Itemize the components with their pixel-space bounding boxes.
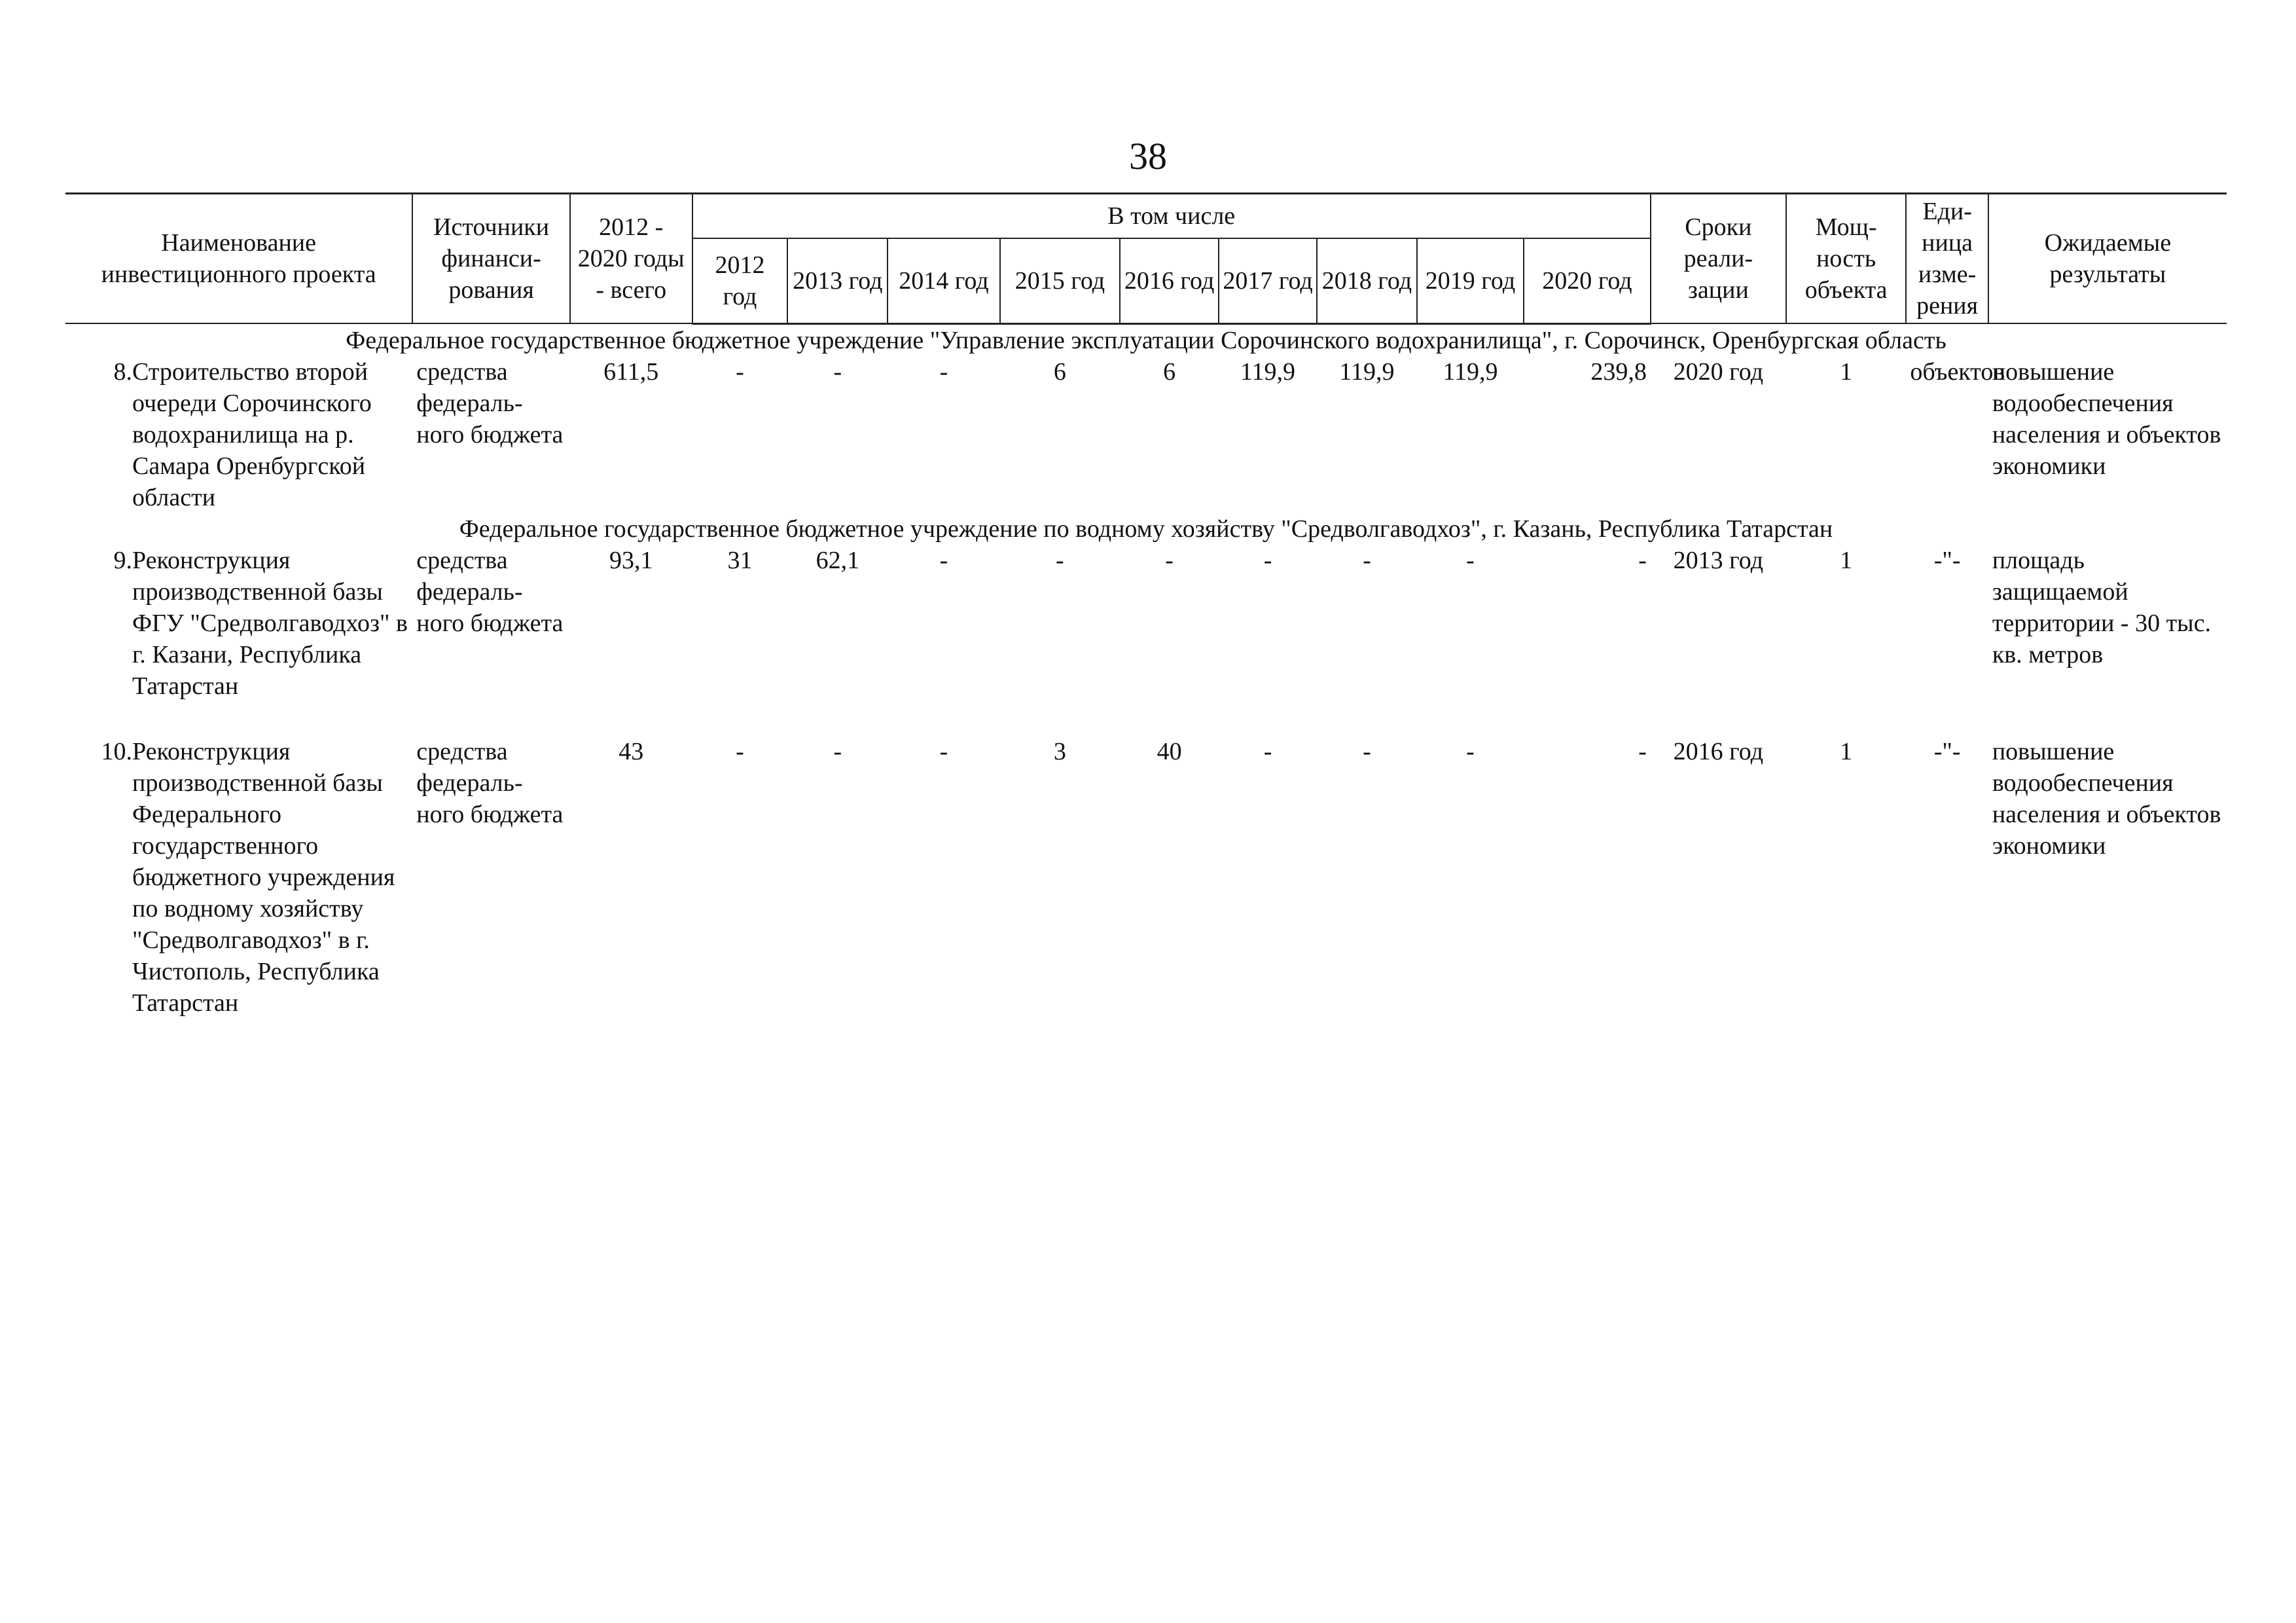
- header-year: 2018 год: [1317, 238, 1417, 323]
- expected-result: повышение водообеспечения населения и объектов экономики: [1992, 357, 2221, 480]
- header-year: 2013 год: [787, 238, 888, 323]
- header-row-top: [65, 194, 2227, 239]
- project-name: Реконструкция производственной базы Федерального государственного бюджетного учреждения по водному хозяйству "Средволгаводхоз" в г. Чистополь, Республика Татарстан: [132, 737, 395, 1017]
- year-value: 119,9: [1443, 357, 1498, 386]
- year-value: -: [1263, 737, 1272, 765]
- section-title: Федеральное государственное бюджетное учреждение "Управление эксплуатации Сорочинского водохранилища", г. Сорочинск, Оренбургская область: [346, 326, 1946, 354]
- year-value: -: [833, 737, 842, 765]
- table-row: [65, 356, 2227, 513]
- investment-projects-table: [65, 192, 2227, 1019]
- implementation-term: 2016 год: [1673, 737, 1764, 765]
- year-value: -: [1363, 737, 1371, 765]
- year-value: -: [939, 546, 948, 574]
- year-value: -: [833, 357, 842, 386]
- expected-result: повышение водообеспечения населения и объектов экономики: [1992, 737, 2221, 860]
- year-value: -: [1466, 737, 1475, 765]
- project-name-cell: [65, 736, 412, 1019]
- total-value: 611,5: [603, 357, 659, 386]
- year-value: 3: [1053, 737, 1066, 765]
- year-value: -: [1638, 737, 1647, 765]
- header-year: 2017 год: [1219, 238, 1317, 323]
- year-value: 119,9: [1240, 357, 1296, 386]
- header-sources: Источники финанси-рования: [412, 194, 570, 324]
- table-row: [65, 545, 2227, 702]
- table-row: [65, 736, 2227, 1019]
- year-value: 62,1: [816, 546, 860, 574]
- row-spacer: [65, 702, 2227, 736]
- year-value: -: [736, 357, 744, 386]
- funding-source: средства федераль-ного бюджета: [416, 357, 564, 448]
- header-including: В том числе: [692, 194, 1651, 239]
- header-total: 2012 - 2020 годы - всего: [570, 194, 692, 324]
- year-value: 31: [727, 546, 753, 574]
- section-heading-row: [65, 323, 2227, 356]
- implementation-term: 2013 год: [1673, 546, 1764, 574]
- header-year: 2015 год: [1000, 238, 1121, 323]
- year-value: 6: [1163, 357, 1176, 386]
- year-value: -: [1638, 546, 1647, 574]
- funding-source: средства федераль-ного бюджета: [416, 546, 564, 637]
- capacity-value: 1: [1840, 357, 1853, 386]
- expected-result: площадь защищаемой территории - 30 тыс. кв. метров: [1992, 546, 2212, 668]
- section-title: Федеральное государственное бюджетное учреждение по водному хозяйству "Средволгаводхоз", г. Казань, Республика Татарстан: [459, 515, 1833, 543]
- header-unit: Еди-ница изме-рения: [1906, 194, 1988, 324]
- header-name: Наименование инвестиционного проекта: [65, 194, 412, 324]
- year-value: -: [1165, 546, 1174, 574]
- total-value: 43: [619, 737, 644, 765]
- year-value: -: [939, 357, 948, 386]
- capacity-value: 1: [1840, 737, 1853, 765]
- year-value: -: [1056, 546, 1064, 574]
- header-terms: Сроки реали-зации: [1651, 194, 1786, 324]
- capacity-value: 1: [1840, 546, 1853, 574]
- section-heading-row: [65, 513, 2227, 545]
- total-value: 93,1: [609, 546, 653, 574]
- year-value: -: [1263, 546, 1272, 574]
- unit-value: -"-: [1933, 546, 1961, 574]
- row-index: 8.: [113, 357, 132, 386]
- project-name-cell: [65, 545, 412, 702]
- unit-value: объектов: [1910, 357, 2005, 386]
- header-results: Ожидаемые результаты: [1988, 194, 2227, 324]
- header-year: 2019 год: [1417, 238, 1524, 323]
- year-value: -: [736, 737, 744, 765]
- year-value: -: [939, 737, 948, 765]
- investment-projects-table-container: [65, 192, 2227, 1019]
- year-value: 119,9: [1339, 357, 1395, 386]
- year-value: -: [1466, 546, 1475, 574]
- header-year: 2014 год: [888, 238, 999, 323]
- page-number: 38: [1129, 135, 1167, 177]
- year-value: 239,8: [1590, 357, 1647, 386]
- year-value: 40: [1157, 737, 1182, 765]
- row-index: 9.: [113, 546, 132, 574]
- funding-source: средства федераль-ного бюджета: [416, 737, 564, 828]
- project-name-cell: [65, 356, 412, 513]
- header-year: 2020 год: [1524, 238, 1651, 323]
- project-name: Строительство второй очереди Сорочинского водохранилища на р. Самара Оренбургской области: [132, 357, 372, 511]
- unit-value: -"-: [1933, 737, 1961, 765]
- header-capacity: Мощ-ность объекта: [1786, 194, 1907, 324]
- year-value: -: [1363, 546, 1371, 574]
- implementation-term: 2020 год: [1673, 357, 1764, 386]
- header-year: 2016 год: [1120, 238, 1219, 323]
- header-year: 2012 год: [692, 238, 788, 323]
- year-value: 6: [1053, 357, 1066, 386]
- row-index: 10.: [101, 737, 132, 765]
- project-name: Реконструкция производственной базы ФГУ "Средволгаводхоз" в г. Казани, Республика Татарстан: [132, 546, 408, 700]
